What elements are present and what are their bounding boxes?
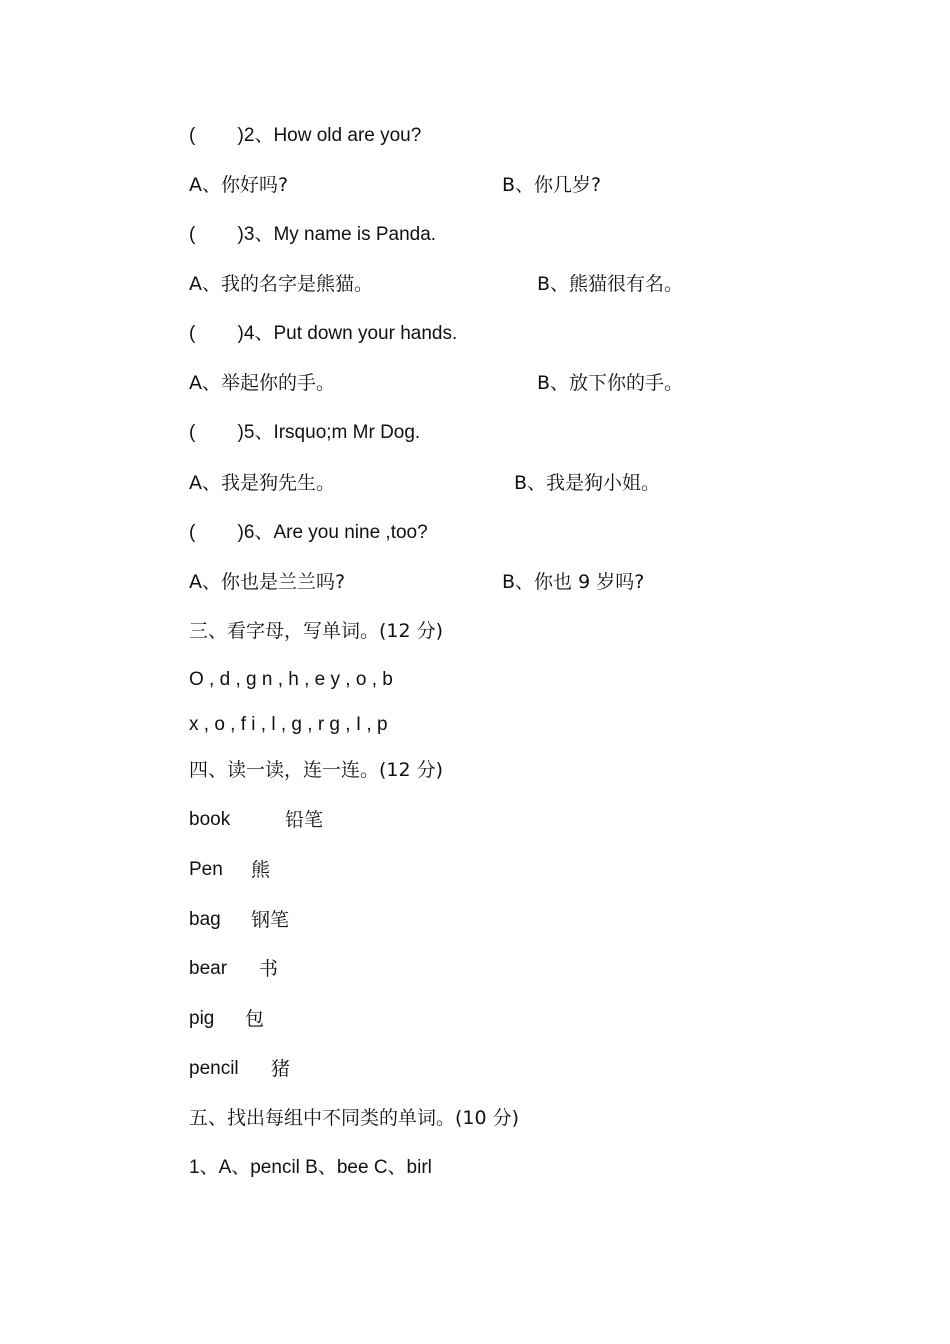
- question-4-option-a: A、举起你的手。: [189, 372, 335, 394]
- match-word-en: bear: [189, 958, 228, 979]
- question-2: ( )2、How old are you?: [189, 125, 422, 146]
- question-3-option-b: B、熊猫很有名。: [537, 273, 684, 295]
- section-5-item-1: 1、A、pencil B、bee C、birl: [189, 1157, 432, 1178]
- question-6: ( )6、Are you nine ,too?: [189, 522, 428, 543]
- question-5-option-b: B、我是狗小姐。: [514, 472, 661, 494]
- question-2-option-a: A、你好吗?: [189, 174, 289, 196]
- section-5-heading: 五、找出每组中不同类的单词。(10 分): [189, 1107, 520, 1129]
- match-word-en: pig: [189, 1008, 215, 1029]
- match-word-cn: 熊: [251, 859, 271, 881]
- question-5: ( )5、Irsquo;m Mr Dog.: [189, 422, 421, 443]
- question-3-option-a: A、我的名字是熊猫。: [189, 273, 373, 295]
- section-3-heading: 三、看字母，写单词。(12 分): [189, 620, 444, 642]
- match-word-en: Pen: [189, 859, 223, 880]
- question-4-option-b: B、放下你的手。: [537, 372, 684, 394]
- question-3: ( )3、My name is Panda.: [189, 224, 437, 245]
- match-word-cn: 书: [259, 958, 279, 980]
- question-4: ( )4、Put down your hands.: [189, 323, 458, 344]
- match-word-cn: 包: [245, 1008, 265, 1030]
- letters-line-2: x , o , f i , l , g , r g , I , p: [189, 714, 388, 735]
- match-word-en: bag: [189, 909, 221, 930]
- match-word-cn: 猪: [271, 1058, 291, 1080]
- question-5-option-a: A、我是狗先生。: [189, 472, 335, 494]
- letters-line-1: O , d , g n , h , e y , o , b: [189, 669, 393, 690]
- section-4-heading: 四、读一读，连一连。(12 分): [189, 759, 444, 781]
- match-word-cn: 钢笔: [251, 909, 290, 931]
- match-word-en: book: [189, 809, 231, 830]
- question-6-option-b: B、你也 9 岁吗?: [502, 571, 645, 593]
- question-6-option-a: A、你也是兰兰吗?: [189, 571, 346, 593]
- match-word-cn: 铅笔: [285, 809, 324, 831]
- question-2-option-b: B、你几岁?: [502, 174, 602, 196]
- match-word-en: pencil: [189, 1058, 239, 1079]
